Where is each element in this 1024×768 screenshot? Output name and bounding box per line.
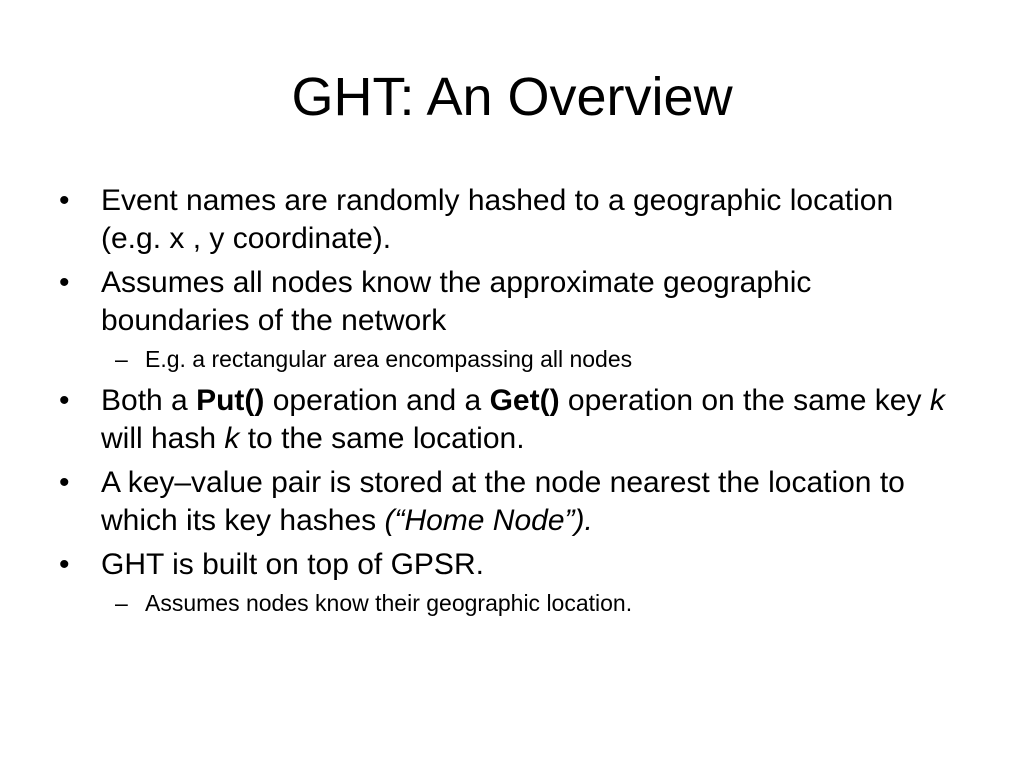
- slide-body: [56, 182, 956, 626]
- bullet-item-4: [56, 464, 956, 540]
- bullet-marker: •: [59, 466, 70, 499]
- bullet-item-2: [56, 264, 956, 340]
- bullet-text: Assumes all nodes know the approximate geographic boundaries of the network: [101, 266, 812, 337]
- text-run: to the same location.: [239, 422, 525, 455]
- text-run: will hash: [101, 422, 225, 455]
- bullet-marker: •: [59, 184, 70, 217]
- sub-bullet-text: E.g. a rectangular area encompassing all nodes: [145, 346, 633, 372]
- put-operation-term: Put(): [196, 384, 265, 417]
- key-variable: k: [224, 422, 240, 455]
- bullet-text: [101, 466, 905, 537]
- text-run: operation and a: [264, 384, 490, 417]
- sub-bullet-item-2-1: [56, 344, 956, 374]
- bullet-item-3: [56, 382, 956, 458]
- get-operation-term: Get(): [489, 384, 560, 417]
- bullet-item-1: [56, 182, 956, 258]
- sub-bullet-marker: –: [115, 590, 128, 616]
- bullet-text: [101, 384, 945, 455]
- text-run: Both a: [101, 384, 197, 417]
- bullet-marker: •: [59, 266, 70, 299]
- text-run: operation on the same key: [559, 384, 930, 417]
- bullet-marker: •: [59, 548, 70, 581]
- key-variable: k: [929, 384, 945, 417]
- home-node-term: (“Home Node”).: [384, 504, 593, 537]
- bullet-item-5: [56, 546, 956, 584]
- bullet-marker: •: [59, 384, 70, 417]
- sub-bullet-text: Assumes nodes know their geographic location.: [145, 590, 633, 616]
- sub-bullet-marker: –: [115, 346, 128, 372]
- bullet-text: Event names are randomly hashed to a geographic location (e.g. x , y coordinate).: [101, 184, 894, 255]
- slide-title: GHT: An Overview: [291, 67, 733, 127]
- text-run: A key–value pair is stored at the node nearest the location to which its key hashes: [101, 466, 905, 537]
- bullet-text: GHT is built on top of GPSR.: [101, 548, 484, 581]
- sub-bullet-item-5-1: [56, 588, 956, 618]
